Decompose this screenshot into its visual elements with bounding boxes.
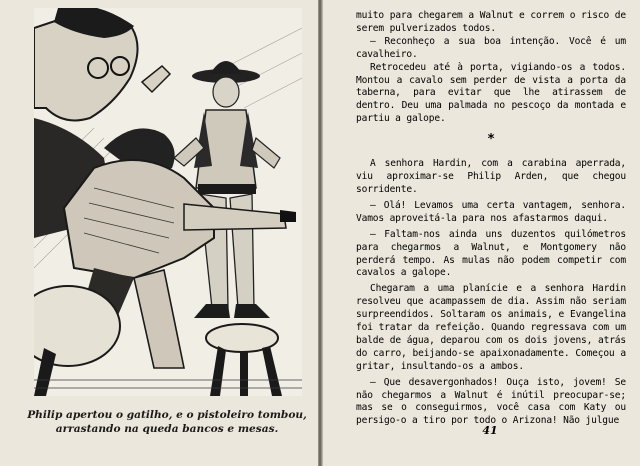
paragraph: — Olá! Levamos uma certa vantagem, senhora. Vamos aproveitá-la para nos afastarmos daqui.	[356, 199, 626, 224]
paragraph: — Faltam-nos ainda uns duzentos quilómetros para chegarmos a Walnut, e Montgomery não perderá tempo. As mulas não podem competir com cavalos a galope.	[356, 228, 626, 279]
paragraph: Retrocedeu até à porta, vigiando-os a todos. Montou a cavalo sem perder de vista a porta da taberna, para evitar que lhe atirassem de dentro. Deu uma palmada no pescoço da montada e partiu a galope.	[356, 61, 626, 125]
left-page	[0, 0, 319, 466]
paragraph: muito para chegarem a Walnut e correm o risco de serem pulverizados todos.	[356, 10, 626, 34]
paragraph: Chegaram a uma planície e a senhora Hardin resolveu que acampassem de dia. Assim não seriam surpreendidos. Soltaram os animais, e Evangelina foi tratar da refeição. Quando regressava com um balde de água, deparou com os dois jovens, atrás do carro, beijando-se apaixonadamente. Começou a gritar, insultando-os a ambos.	[356, 283, 626, 372]
illustration-caption: Philip apertou o gatilho, e o pistoleiro tombou, arrastando na queda bancos e mesas.	[27, 409, 307, 435]
page-number: 41	[482, 424, 498, 437]
gunfight-illustration	[34, 8, 302, 396]
paragraph: — Reconheço a sua boa intenção. Você é um cavalheiro.	[356, 35, 626, 60]
paragraph: — Que desavergonhados! Ouça isto, jovem! Se não chegarmos a Walnut é inútil preocupar-se; mas se o conseguirmos, você casa com Katy ou persigo-o a tiro por todo o Arizona! Não julgue	[356, 376, 626, 427]
section-separator: *	[487, 132, 495, 148]
paragraph: A senhora Hardin, com a carabina aperrada, viu aproximar-se Philip Arden, que chegou sorridente.	[356, 158, 626, 195]
body-text	[356, 10, 626, 428]
